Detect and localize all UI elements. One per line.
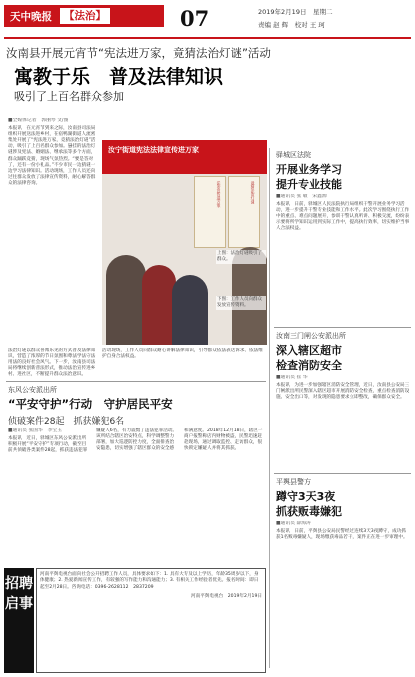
main-subhead: 吸引了上百名群众参加 — [14, 90, 124, 103]
main-byline: ■全媒体记者 郭丽琴 文/图 — [8, 118, 69, 123]
masthead — [4, 5, 164, 27]
caption-lower: 下图：工作人员向群众发放宣传资料。 — [216, 296, 266, 310]
main-article-right — [8, 348, 98, 378]
right-s3-article — [276, 521, 410, 671]
column-divider — [269, 148, 270, 668]
right-s1-kicker: 驿城区法院 — [276, 151, 311, 159]
right-s2-byline: ■通讯员 崔 华 — [276, 375, 308, 380]
section-label: 【法治】 — [60, 8, 110, 24]
right-s3-body: 本报讯 日前，平舆县公安局民警经过连续3天3夜蹲守，成功抓获1名贩毒嫌疑人，现场缴获毒品若干，案件正在进一步审理中。 — [276, 529, 408, 541]
main-article-left — [8, 118, 98, 344]
page-header — [0, 0, 415, 42]
photo-caption-body — [102, 348, 267, 378]
main-body-right: 法治灯谜以群众喜闻乐见的方式普及法律知识，营造了浓厚的节日氛围和尊法学法守法用法的良好社会风气。下一步，汝南县司法局将继续创新普法形式，推动法治宣传进乡村、进社区，不断提升群众法治意识。 — [8, 348, 96, 378]
story2-headline: “平安守护”行动 守护居民平安 — [8, 397, 173, 411]
editors-line: 责编 赵 辉 校对 王 珂 — [258, 21, 325, 29]
right-s2-article — [276, 375, 410, 470]
masthead-name: 天中晚报 — [10, 10, 52, 23]
person-figure — [172, 275, 208, 345]
story2-subhead: 侦破案件28起 抓获嫌犯6名 — [8, 417, 125, 427]
main-headline: 寓教于乐 普及法律知识 — [14, 66, 224, 88]
photo-banner: 汝宁街道宪法法律宣传进万家 — [102, 140, 267, 174]
right-s3-kicker: 平舆县警方 — [276, 478, 311, 486]
right-s1-byline: ■通讯员 张 敏 宋鑫源 — [276, 194, 327, 199]
issue-date: 2019年2月19日 星期二 — [258, 8, 333, 16]
right-s3-headline: 蹲守3天3夜 — [276, 490, 336, 503]
divider — [6, 381, 266, 382]
right-s1-headline: 开展业务学习 — [276, 163, 342, 176]
person-figure — [106, 255, 146, 345]
story2-body: 本报讯 近日，驿城区东风公安派出所积极开展“平安守护”专项行动，截至目前共侦破各类案件28起，抓获违法犯罪嫌疑人6名，有力震慑了违法犯罪活动。该所结合辖区治安特点，科学调整警力部署，加大巡逻防控力度，全面排查治安隐患，切实增强了辖区群众的安全感和满意度。2018年12月18日，辖区一商户报警称店内财物被盗，民警迅速赶赴现场，通过调取监控、走访群众，很快锁定嫌疑人并将其抓获。 — [8, 428, 263, 454]
caption-body-text: 活动现场，工作人员向群众耐心讲解法律知识，引导群众依法表达诉求、依法维护自身合法权益。 — [102, 348, 263, 360]
story2-article — [8, 428, 266, 564]
right-s1-body: 本报讯 日前，驿城区人民法院执行局组织干警开展业务学习活动，进一步提升干警专业技能和工作水平。此次学习围绕执行工作中的重点、难点问题展开，参训干警认真听讲、积极交流，纷纷表示要将所学知识运用到实际工作中，提高执行效率，切实维护当事人合法权益。 — [276, 202, 410, 232]
right-s2-kicker: 汝南三门闸公安派出所 — [276, 332, 346, 340]
recruit-notice-tag: 招聘启事 — [4, 568, 34, 673]
right-s3-subhead: 抓获贩毒嫌犯 — [276, 505, 342, 518]
right-s2-subhead: 检查消防安全 — [276, 359, 342, 372]
page-number: 07 — [180, 6, 210, 31]
couplet-scroll-left: 法治宣传进万家 — [194, 176, 226, 248]
right-s1-article — [276, 194, 410, 326]
right-s2-headline: 深入辖区超市 — [276, 344, 342, 357]
right-s3-byline: ■通讯员 薛海涛 — [276, 521, 311, 526]
recruit-notice-box — [36, 568, 266, 673]
story2-kicker: 东风公安派出所 — [8, 386, 57, 394]
right-s2-body: 本报讯 为进一步加强辖区消防安全管理，近日，汝南县公安局三门闸派出所民警深入辖区超市开展消防安全检查，重点检查消防设施、安全出口等，对发现的隐患要求立即整改，确保群众安全。 — [276, 383, 410, 401]
header-rule — [4, 37, 411, 39]
main-photo — [102, 140, 267, 345]
person-figure — [142, 265, 176, 345]
recruit-notice-contact: 河南平舆电视台 2019年2月19日 — [191, 593, 262, 599]
couplet-scroll-right: 竟猜法治灯谜 — [228, 176, 260, 248]
main-body-left: 本报讯 在元宵节到来之际，汝南县司法局组织开展送法进乡村，在宿鸭湖街道人流密集处开展了“宪法进万家，竞猜法治灯谜”活动，吸引了上百名群众参加。悬挂的法治灯谜涉及宪法、婚姻法、继承法等多个方面，群众踊跃竞猜，现场气氛热烈。“要是答对了，还有一份小礼品。”不少市民一边猜谜一边学习法律知识。活动现场，工作人员还向过往群众发放了法律宣传资料，耐心解答群众的法律咨询。 — [8, 126, 96, 186]
story2-byline: ■通讯员 张国华 李宝玉 — [8, 428, 63, 433]
right-s1-subhead: 提升专业技能 — [276, 178, 342, 191]
caption-upper: 上图：法治灯谜吸引了群众。 — [216, 250, 266, 264]
divider — [274, 473, 411, 474]
main-kicker: 汝南县开展元宵节“宪法进万家，竟猜法治灯谜”活动 — [6, 46, 271, 60]
recruit-notice-body: 河南平舆电视台面向社会公开招聘工作人员，具体要求如下：1. 具有大专及以上学历，年龄35周岁以下，身体健康；2. 热爱新闻宣传工作，有较强的写作能力和沟通能力；3. 有相关工作经验者优先。报名时间：即日起至2月28日。咨询电话：0396-2628112 2837209 — [40, 572, 259, 590]
divider — [274, 327, 411, 328]
